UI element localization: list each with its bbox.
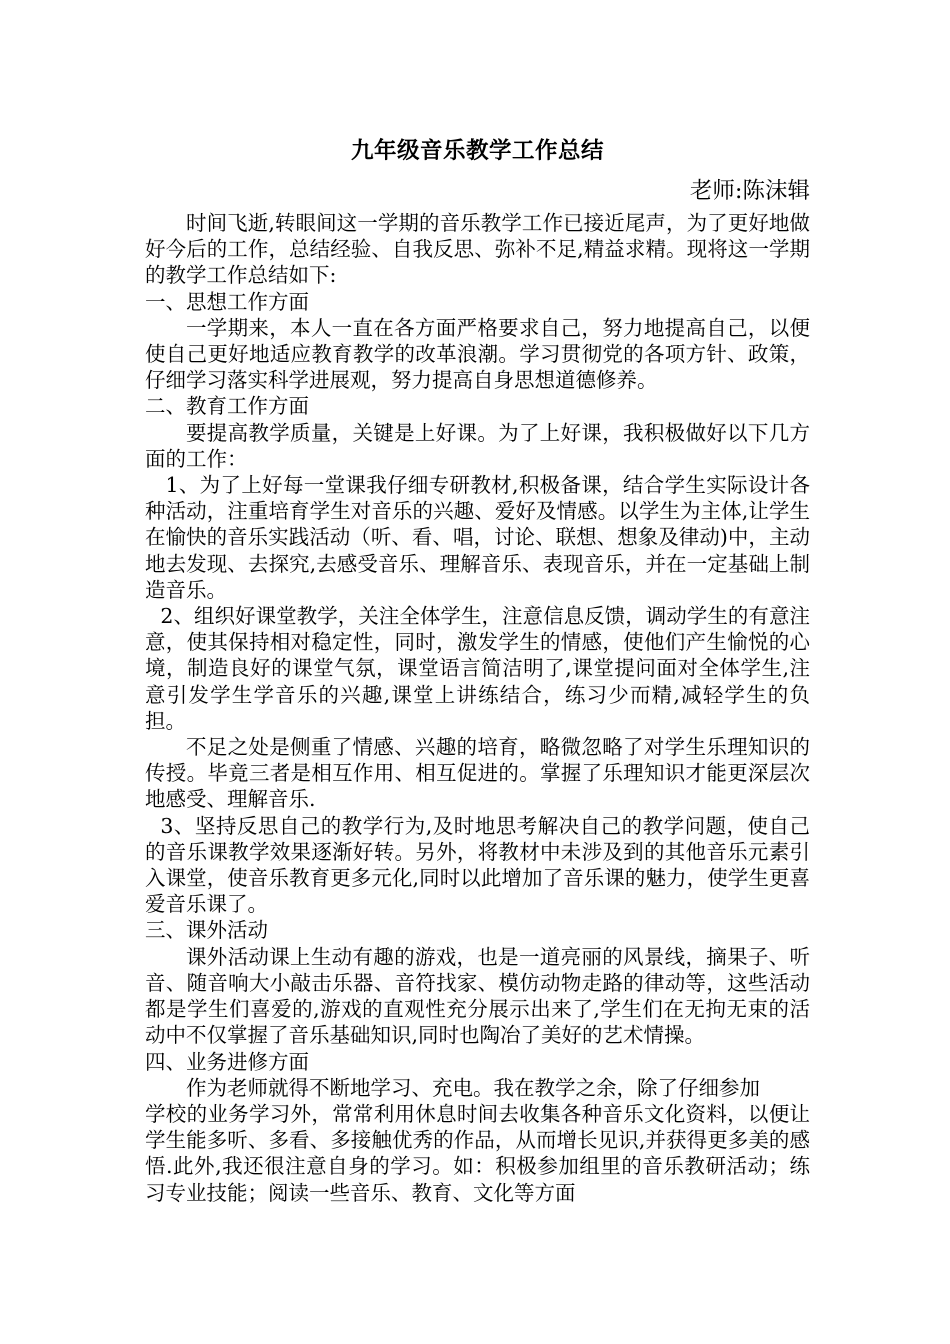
document-page <box>145 128 810 1206</box>
paragraph-item-1: 1、为了上好每一堂课我仔细专研教材,积极备课，结合学生实际设计各种活动，注重培育学生对音乐的兴趣、爱好及情感。以学生为主体,让学生在愉快的音乐实践活动（听、看、唱，讨论、联想、想象及律动)中，主动地去发现、去探究,去感受音乐、理解音乐、表现音乐，并在一定基础上制造音乐。 <box>145 473 810 602</box>
section-heading-1: 一、思想工作方面 <box>145 289 309 314</box>
paragraph-shortcoming: 不足之处是侧重了情感、兴趣的培育，略微忽略了对学生乐理知识的传授。毕竟三者是相互作用、相互促进的。掌握了乐理知识才能更深层次地感受、理解音乐. <box>145 735 810 812</box>
paragraph-thought: 一学期来，本人一直在各方面严格要求自己，努力地提高自己，以便使自己更好地适应教育教学的改革浪潮。学习贯彻党的各项方针、政策，仔细学习落实科学进展观，努力提高自身思想道德修养。 <box>145 315 810 393</box>
paragraph-item-2: 2、组织好课堂教学，关注全体学生，注意信息反馈，调动学生的有意注意，使其保持相对稳定性，同时，激发学生的情感，使他们产生愉悦的心境，制造良好的课堂气氛，课堂语言简洁明了,课堂提问面对全体学生,注意引发学生学音乐的兴趣,课堂上讲练结合，练习少而精,减轻学生的负担。 <box>145 604 810 733</box>
document-title: 九年级音乐教学工作总结 <box>350 138 604 164</box>
paragraph-activities: 课外活动课上生动有趣的游戏，也是一道亮丽的风景线，摘果子、听音、随音响大小敲击乐器、音符找家、模仿动物走路的律动等，这些活动都是学生们喜爱的,游戏的直观性充分展示出来了,学生们在无拘无束的活动中不仅掌握了音乐基础知识,同时也陶冶了美好的艺术情操。 <box>145 944 810 1048</box>
paragraph-teaching-intro: 要提高教学质量，关键是上好课。为了上好课，我积极做好以下几方面的工作： <box>145 420 810 471</box>
teacher-name: 老师:陈沫辑 <box>689 178 810 204</box>
paragraph-study-cont: 学校的业务学习外，常常利用休息时间去收集各种音乐文化资料，以便让学生能多听、多看、多接触优秀的作品，从而增长见识,并获得更多美的感悟.此外,我还很注意自身的学习。如：积极参加组里的音乐教研活动；练习专业技能；阅读一些音乐、教育、文化等方面 <box>145 1101 810 1205</box>
paragraph-item-3: 3、坚持反思自己的教学行为,及时地思考解决自己的教学问题，使自己的音乐课教学效果逐渐好转。另外，将教材中未涉及到的其他音乐元素引入课堂，使音乐教育更多元化,同时以此增加了音乐课的魅力，使学生更喜爱音乐课了。 <box>145 813 810 917</box>
paragraph-study-start: 作为老师就得不断地学习、充电。我在教学之余，除了仔细参加 <box>186 1075 760 1100</box>
section-heading-4: 四、业务进修方面 <box>145 1049 309 1074</box>
paragraph-intro: 时间飞逝,转眼间这一学期的音乐教学工作已接近尾声，为了更好地做好今后的工作，总结经验、自我反思、弥补不足,精益求精。现将这一学期的教学工作总结如下: <box>145 211 810 288</box>
section-heading-3: 三、课外活动 <box>145 918 268 943</box>
section-heading-2: 二、教育工作方面 <box>145 394 309 419</box>
